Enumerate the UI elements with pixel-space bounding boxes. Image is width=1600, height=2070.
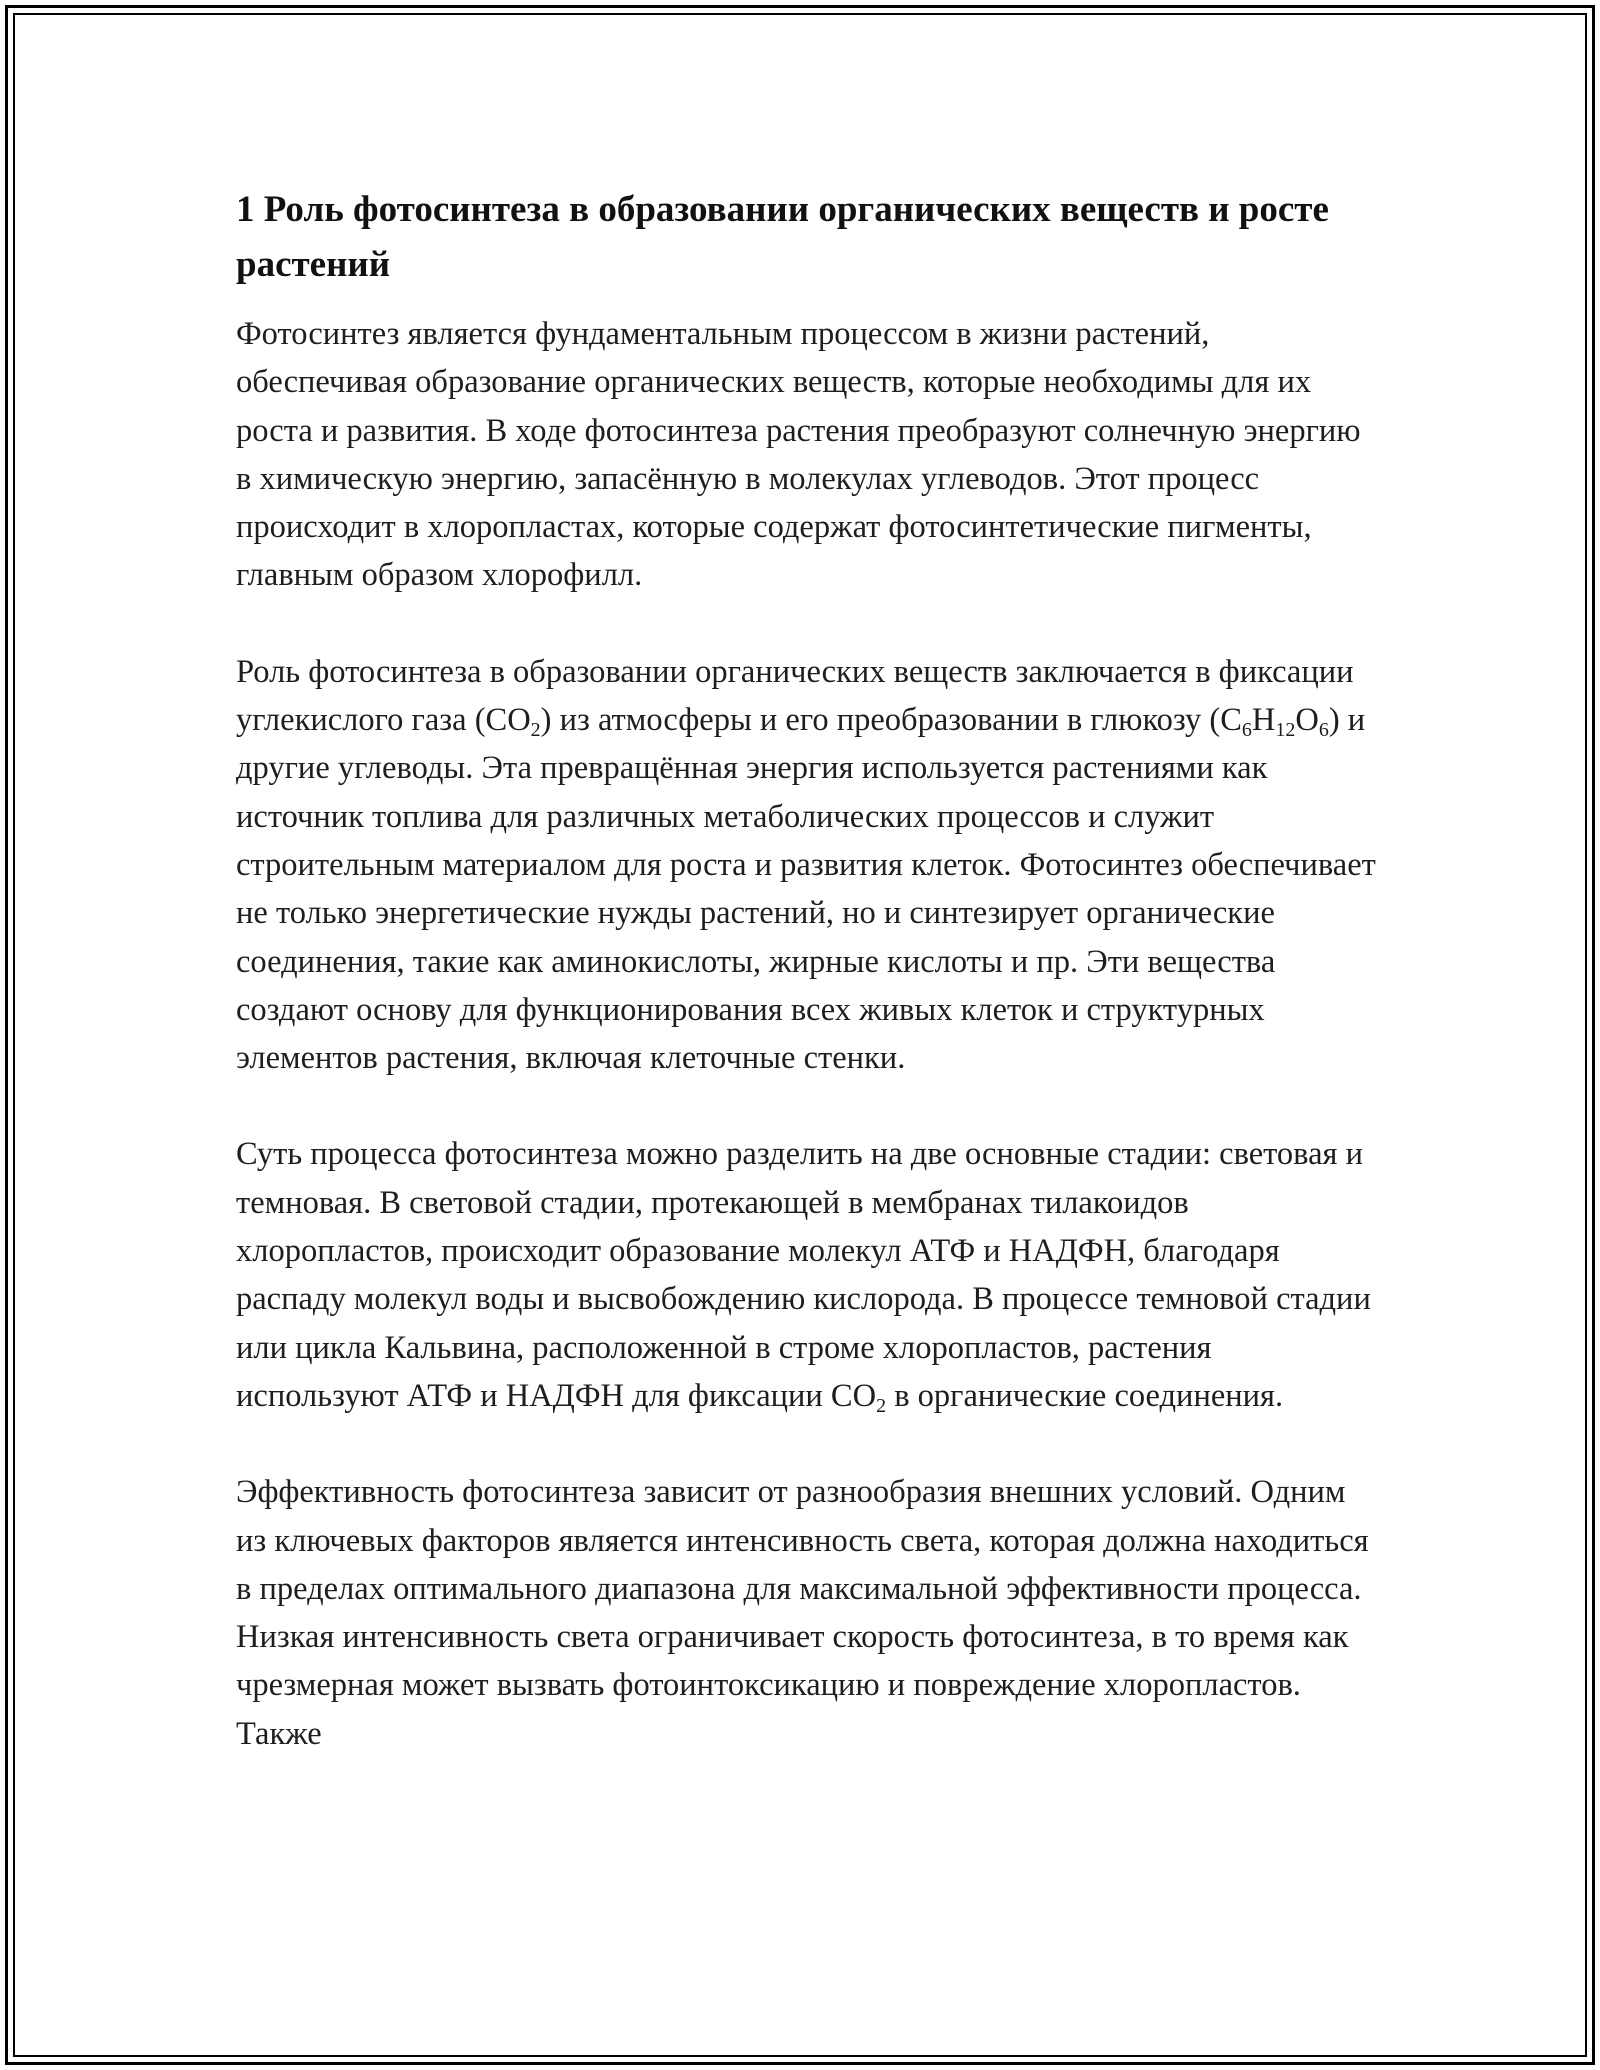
paragraph-2-text: Роль фотосинтеза в образовании органических веществ заключается в фиксации углекислого газа (CO [236, 653, 1354, 739]
paragraph-2-text: H [1251, 702, 1276, 739]
paragraph-3-text: Суть процесса фотосинтеза можно разделить на две основные стадии: световая и темновая. В световой стадии, протекающей в мембранах тилакоидов хлоропластов, происходит образование молекул АТФ и НАДФН, благодаря распаду молекул воды и высвобождению кислорода. В процессе темновой стадии или цикла Кальвина, расположенной в строме хлоропластов, растения используют АТФ и НАДФН для фиксации CO [236, 1136, 1371, 1414]
paragraph-3 [236, 1130, 1376, 1420]
hydrogen-subscript: 12 [1275, 719, 1296, 742]
paragraph-2-text: O [1295, 702, 1319, 739]
document-body [236, 182, 1376, 1806]
paragraph-1: Фотосинтез является фундаментальным процессом в жизни растений, обеспечивая образование органических веществ, которые необходимы для их роста и развития. В ходе фотосинтеза растения преобразуют солнечную энергию в химическую энергию, запасённую в молекулах углеводов. Этот процесс происходит в хлоропластах, которые содержат фотосинтетические пигменты, главным образом хлорофилл. [236, 316, 1361, 594]
co2-subscript: 2 [876, 1394, 887, 1417]
paragraph-2-text: ) и другие углеводы. Эта превращённая энергия используется растениями как источник топлива для различных метаболических процессов и служит строительным материалом для роста и развития клеток. Фотосинтез обеспечивает не только энергетические нужды растений, но и синтезирует органические соединения, такие как аминокислоты, жирные кислоты и пр. Эти вещества создают основу для функционирования всех живых клеток и структурных элементов растения, включая клеточные стенки. [236, 702, 1376, 1077]
paragraph-3-text: в органические соединения. [886, 1377, 1284, 1414]
paragraph-2 [236, 648, 1376, 1083]
carbon-subscript: 6 [1241, 719, 1252, 742]
paragraph-4: Эффективность фотосинтеза зависит от разнообразия внешних условий. Одним из ключевых факторов является интенсивность света, которая должна находиться в пределах оптимального диапазона для максимальной эффективности процесса. Низкая интенсивность света ограничивает скорость фотосинтеза, в то время как чрезмерная может вызвать фотоинтоксикацию и повреждение хлоропластов. Также [236, 1474, 1369, 1752]
oxygen-subscript: 6 [1318, 719, 1329, 742]
co2-subscript: 2 [530, 719, 541, 742]
paragraph-2-text: ) из атмосферы и его преобразовании в глюкозу (C [540, 702, 1242, 739]
section-heading: 1 Роль фотосинтеза в образовании органических веществ и росте растений [236, 189, 1329, 285]
